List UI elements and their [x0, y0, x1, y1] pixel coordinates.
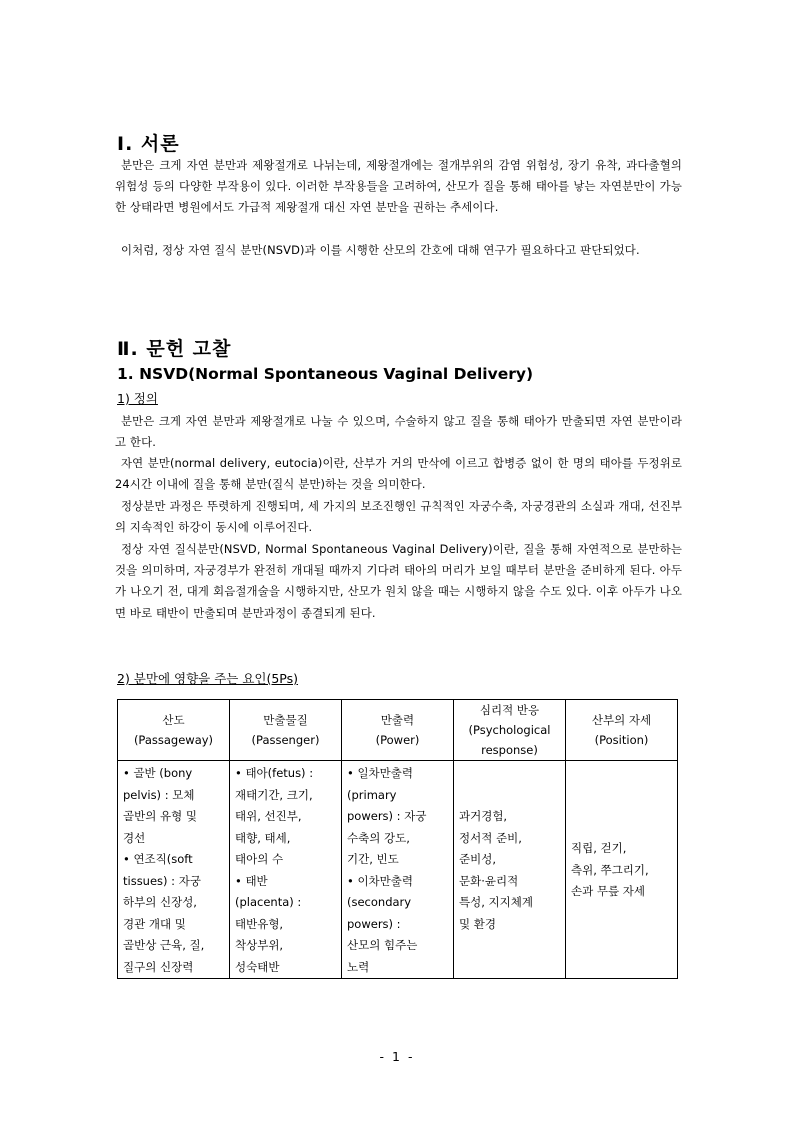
cell-line: (primary: [347, 787, 397, 802]
cell-line: • 연조직(soft: [123, 852, 193, 866]
cell-line: 측위, 쭈그리기,: [571, 862, 649, 877]
header-text: (Power): [375, 733, 420, 747]
cell-line: 손과 무릎 자세: [571, 884, 645, 899]
header-text: response): [481, 743, 538, 757]
cell-line: 산모의 힘주는: [347, 938, 418, 952]
definition-paragraph-3: 정상분만 과정은 뚜렷하게 진행되며, 세 가지의 보조진행인 규칙적인 자궁수축, 자궁경관의 소실과 개대, 선진부의 지속적인 하강이 동시에 이루어진다.: [115, 499, 682, 535]
cell-line: 성숙태반: [235, 959, 280, 974]
intro-paragraph-2: 이처럼, 정상 자연 질식 분만(NSVD)과 이를 시행한 산모의 간호에 대해 연구가 필요하다고 판단되었다.: [121, 243, 640, 257]
cell-line: • 골반 (bony: [123, 766, 193, 780]
cell-position: [566, 761, 678, 979]
definition-paragraph-1: 분만은 크게 자연 분만과 제왕절개로 나눌 수 있으며, 수술하지 않고 질을 통해 태아가 만출되면 자연 분만이라고 한다.: [115, 414, 682, 450]
section-heading-literature-review: Ⅱ. 문헌 고찰: [117, 338, 232, 360]
cell-line: 과거경험,: [459, 809, 508, 823]
header-psychological-response: [454, 700, 566, 761]
header-text: 산부의 자세: [591, 713, 652, 727]
intro-paragraph-1: 분만은 크게 자연 분만과 제왕절개로 나뉘는데, 제왕절개에는 절개부위의 감염 위험성, 장기 유착, 과다출혈의 위험성 등의 다양한 부작용이 있다. 이러한 부작용들을 고려하여, 산모가 질을 통해 태아를 낳는 자연분만이 가능한 상태라면 병원에서도 가급적 제왕절개 대신 자연 분만을 권하는 추세이다.: [115, 158, 682, 215]
cell-line: • 일차만출력: [347, 766, 413, 780]
cell-line: 골반상 근육, 질,: [123, 938, 205, 952]
header-text: (Position): [594, 733, 649, 747]
cell-line: 태아의 수: [235, 852, 284, 866]
cell-line: pelvis) : 모체: [123, 787, 195, 802]
cell-line: 및 환경: [459, 916, 496, 931]
cell-line: 골반의 유형 및: [123, 809, 197, 823]
header-text: (Passenger): [251, 733, 320, 747]
five-ps-table: [117, 699, 678, 979]
cell-line: 정서적 준비,: [459, 830, 522, 845]
cell-line: 특성, 지지체계: [459, 895, 533, 909]
cell-line: 문화·윤리적: [459, 873, 519, 888]
cell-line: tissues) : 자궁: [123, 873, 201, 888]
cell-line: • 이차만출력: [347, 873, 413, 888]
cell-line: 태위, 선진부,: [235, 809, 302, 823]
cell-power: [342, 761, 454, 979]
cell-passenger: [230, 761, 342, 979]
cell-line: (secondary: [347, 895, 412, 909]
page-number: - 1 -: [379, 1049, 415, 1064]
header-passenger: [230, 700, 342, 761]
cell-line: 경관 개대 및: [123, 916, 186, 931]
cell-line: 기간, 빈도: [347, 852, 399, 866]
header-text: (Passageway): [133, 733, 214, 747]
cell-line: • 태아(fetus) :: [235, 766, 314, 780]
header-position: [566, 700, 678, 761]
cell-line: 질구의 신장력: [123, 959, 194, 974]
subsection-title-5ps: 2) 분만에 영향을 주는 요인(5Ps): [117, 671, 299, 686]
subsection-title-nsvd: 1. NSVD(Normal Spontaneous Vaginal Delivery): [117, 365, 534, 383]
cell-line: 준비성,: [459, 852, 496, 866]
header-power: [342, 700, 454, 761]
table-row: [118, 761, 678, 979]
cell-line: 직립, 걷기,: [571, 841, 627, 856]
cell-line: 경선: [123, 830, 146, 845]
cell-psychological-response: [454, 761, 566, 979]
header-passageway: [118, 700, 230, 761]
header-text: 산도: [162, 713, 185, 727]
section-heading-introduction: Ⅰ. 서론: [117, 133, 180, 155]
cell-line: 태반유형,: [235, 916, 284, 931]
cell-line: 착상부위,: [235, 938, 284, 952]
cell-line: 재태기간, 크기,: [235, 787, 313, 802]
header-text: 만출력: [380, 713, 415, 727]
cell-line: 수축의 강도,: [347, 830, 410, 845]
header-text: (Psychological: [468, 723, 551, 737]
header-text: 만출물질: [263, 713, 308, 727]
cell-line: 노력: [347, 959, 370, 974]
cell-line: 하부의 신장성,: [123, 895, 197, 909]
cell-line: 태향, 태세,: [235, 830, 291, 845]
cell-passageway: [118, 761, 230, 979]
cell-line: powers) :: [347, 916, 401, 931]
cell-line: (placenta) :: [235, 895, 302, 909]
definition-paragraph-2: 자연 분만(normal delivery, eutocia)이란, 산부가 거의 만삭에 이르고 합병증 없이 한 명의 태아를 두정위로 24시간 이내에 질을 통해 분만(질식 분만)하는 것을 의미한다.: [115, 456, 682, 492]
subsection-title-definition: 1) 정의: [117, 391, 158, 406]
definition-paragraph-4: 정상 자연 질식분만(NSVD, Normal Spontaneous Vaginal Delivery)이란, 질을 통해 자연적으로 분만하는 것을 의미하며, 자궁경부가 완전히 개대될 때까지 기다려 태아의 머리가 보일 때부터 분만을 준비하게 된다. 아두가 나오기 전, 대게 회음절개술을 시행하지만, 산모가 원치 않을 때는 시행하지 않을 수도 있다. 이후 아두가 나오면 바로 태반이 만출되며 분만과정이 종결되게 된다.: [115, 542, 682, 620]
header-text: 심리적 반응: [479, 703, 540, 717]
table-header-row: [118, 700, 678, 761]
cell-line: powers) : 자궁: [347, 809, 427, 823]
cell-line: • 태반: [235, 873, 268, 888]
